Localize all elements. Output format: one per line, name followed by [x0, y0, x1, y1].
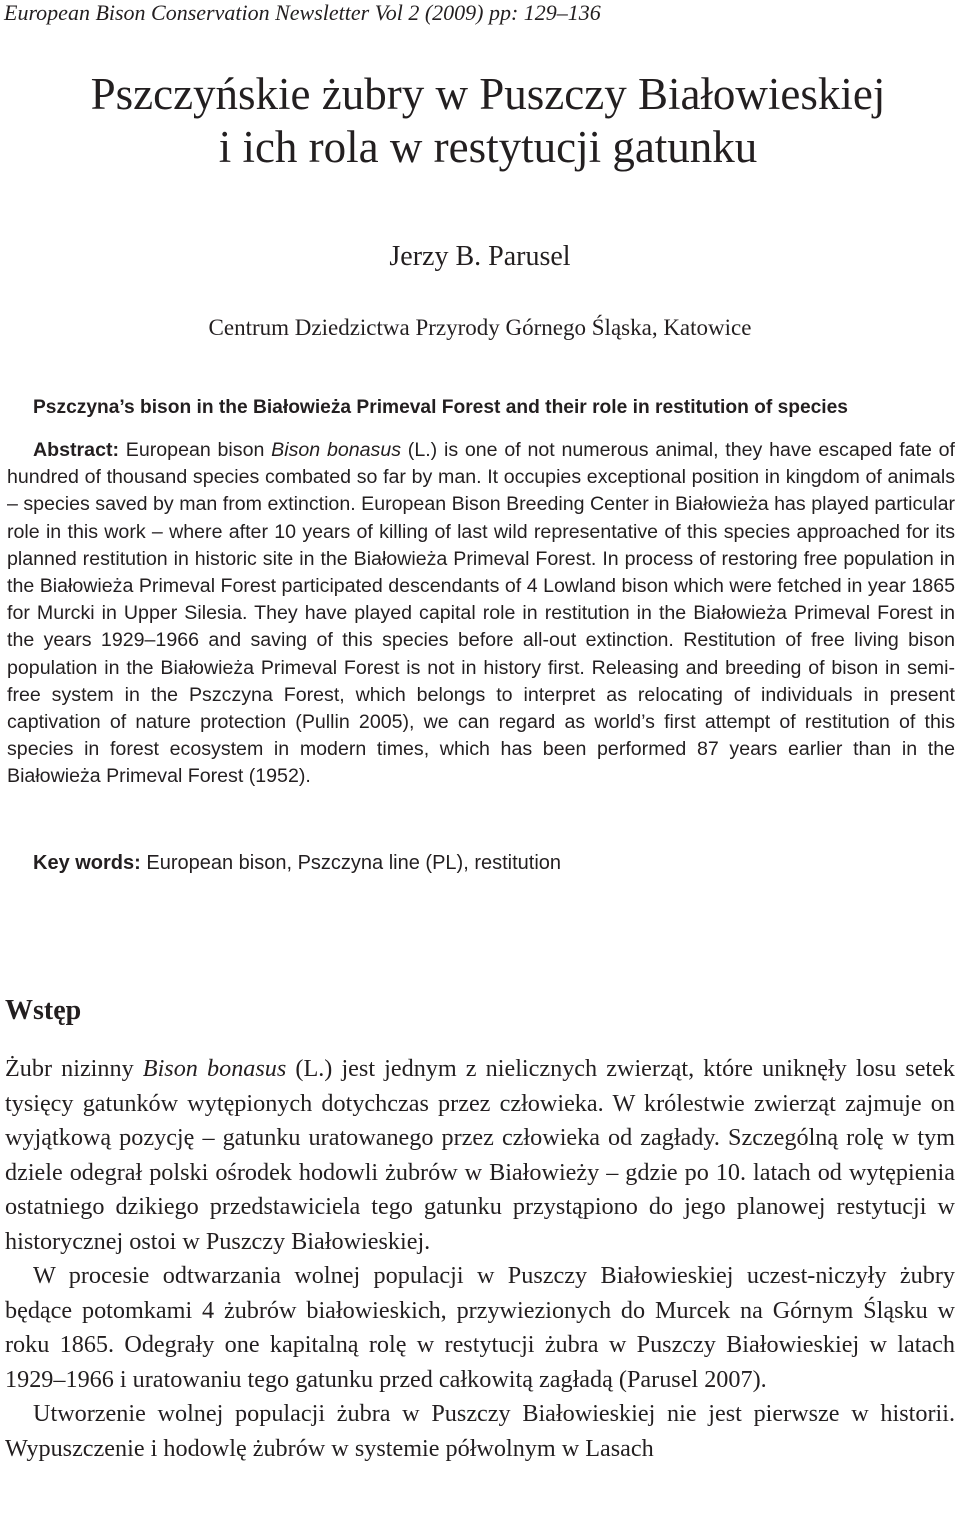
abstract-lead: European bison	[119, 439, 272, 461]
abstract-species-name: Bison bonasus	[271, 439, 402, 461]
keywords	[33, 848, 953, 878]
title-line-1: Pszczyńskie żubry w Puszczy Białowieskiej	[90, 69, 886, 119]
paragraph-1-rest: (L.) jest jednym z nielicznych zwierząt, które uniknęły losu setek tysięcy gatunków wytępionych dotychczas przez człowieka. W królestwie zwierząt zajmuje on wyjątkową pozycję – gatunku uratowanego przez człowieka od zagłady. Szczególną rolę w tym dziele odegrał polski ośrodek hodowli żubrów w Białowieży – gdzie po 10. latach od wytępienia ostatniego dzikiego przedstawiciela tego gatunku przystąpiono do jego planowej restytucji w historycznej ostoi w Puszczy Białowieskiej.	[5, 1055, 955, 1255]
abstract-label: Abstract:	[33, 439, 120, 461]
paragraph-3: Utworzenie wolnej populacji żubra w Puszczy Białowieskiej nie jest pierwsze w historii. Wypuszczenie i hodowlę żubrów w systemie półwolnym w Lasach	[5, 1400, 955, 1462]
section-body	[5, 1052, 955, 1466]
abstract-text: (L.) is one of not numerous animal, they have escaped fate of hundred of thousand species combated so far by man. It occupies exceptional position in kingdom of animals – species saved by man from extinction. European Bison Breeding Center in Białowieża has played particular role in this work – where after 10 years of killing of last wild representative of this species approached for its planned restitution in historic site in the Białowieża Primeval Forest. In process of restoring free population in the Białowieża Primeval Forest participated descendants of 4 Lowland bison which were fetched in year 1865 for Murcki in Upper Silesia. They have played capital role in restitution in the Białowieża Primeval Forest in the years 1929–1966 and saving of this species before all-out extinction. Restitution of free living bison population in the Białowieża Primeval Forest is not in history first. Releasing and breeding of bison in semi-free system in the Pszczyna Forest, which belongs to interpret as relocating of individuals in present captivation of nature protection (Pullin 2005), we can regard as world’s first attempt of restitution of this species in forest ecosystem in modern times, which has been performed 87 years earlier than in the Białowieża Primeval Forest (1952).	[7, 439, 955, 788]
paragraph-2: W procesie odtwarzania wolnej populacji w Puszczy Białowieskiej uczest-niczyły żubry będące potomkami 4 żubrów białowieskich, przywiezionych do Murcek na Górnym Śląsku w roku 1865. Odegrały one kapitalną rolę w restytucji żubra w Puszczy Białowieskiej w latach 1929–1966 i uratowaniu tego gatunku przed całkowitą zagładą (Parusel 2007).	[5, 1262, 955, 1393]
author-affiliation: Centrum Dziedzictwa Przyrody Górnego Śląska, Katowice	[208, 315, 752, 340]
abstract	[7, 437, 955, 791]
english-title: Pszczyna’s bison in the Białowieża Primeval Forest and their role in restitution of species	[33, 397, 848, 418]
paragraph-1	[5, 1052, 955, 1259]
article-title	[38, 68, 938, 174]
paragraph-1-lead: Żubr nizinny	[5, 1055, 143, 1082]
author-name: Jerzy B. Parusel	[389, 241, 571, 272]
title-line-2: i ich rola w restytucji gatunku	[218, 122, 758, 172]
keywords-text: European bison, Pszczyna line (PL), restitution	[140, 852, 562, 874]
section-heading: Wstęp	[5, 995, 82, 1026]
journal-header: European Bison Conservation Newsletter Vol 2 (2009) pp: 129–136	[4, 0, 601, 25]
paragraph-1-species-name: Bison bonasus	[142, 1055, 287, 1082]
keywords-label: Key words:	[33, 852, 141, 874]
